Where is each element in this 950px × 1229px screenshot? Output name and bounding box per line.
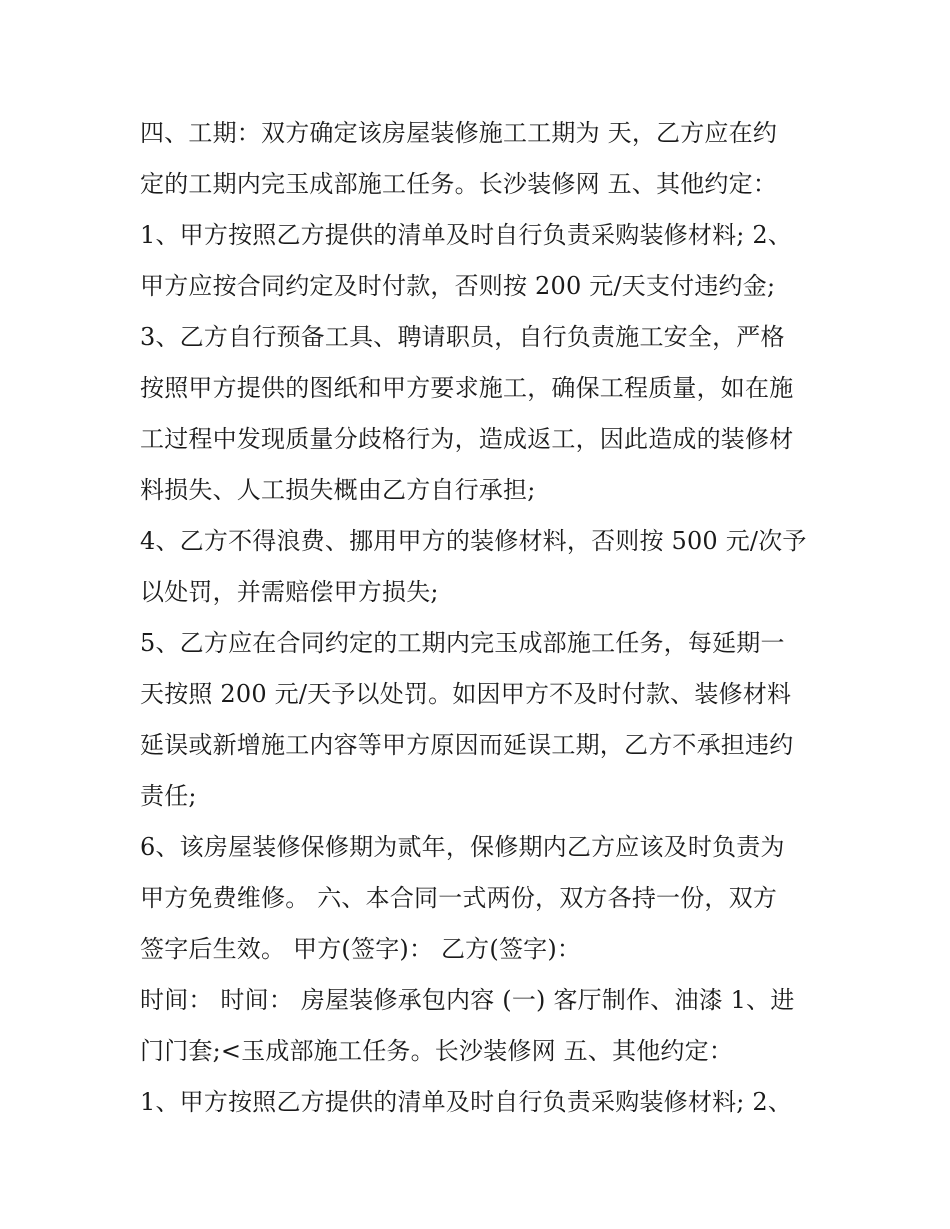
text-line-5: 3、乙方自行预备工具、聘请职员，自行负责施工安全，严格 (140, 323, 785, 351)
text-line-16: 甲方免费维修。 六、本合同一式两份，双方各持一份，双方 (140, 884, 778, 912)
text-line-13: 延误或新增施工内容等甲方原因而延误工期，乙方不承担违约 (140, 731, 794, 759)
text-line-10: 以处罚，并需赔偿甲方损失; (140, 578, 439, 606)
document-body (140, 108, 820, 1128)
text-line-3: 1、甲方按照乙方提供的清单及时自行负责采购装修材料; 2、 (140, 221, 793, 249)
text-line-9: 4、乙方不得浪费、挪用甲方的装修材料，否则按 500 元/次予 (140, 527, 807, 555)
text-line-7: 工过程中发现质量分歧格行为，造成返工，因此造成的装修材 (140, 425, 794, 453)
text-line-15: 6、该房屋装修保修期为贰年，保修期内乙方应该及时负责为 (140, 833, 785, 861)
text-line-14: 责任; (140, 782, 197, 810)
text-line-2: 定的工期内完玉成部施工任务。长沙装修网 五、其他约定： (140, 170, 778, 198)
text-line-4: 甲方应按合同约定及时付款，否则按 200 元/天支付违约金; (140, 272, 776, 300)
text-line-8: 料损失、人工损失概由乙方自行承担; (140, 476, 536, 504)
text-line-17: 签字后生效。 甲方(签字)： 乙方(签字)： (140, 935, 582, 963)
text-line-12: 天按照 200 元/天予以处罚。如因甲方不及时付款、装修材料 (140, 680, 792, 708)
text-line-11: 5、乙方应在合同约定的工期内完玉成部施工任务，每延期一 (140, 629, 785, 657)
text-line-18: 时间： 时间： 房屋装修承包内容 (一) 客厅制作、油漆 1、进 (140, 986, 795, 1014)
text-line-19: 门门套;<玉成部施工任务。长沙装修网 五、其他约定： (140, 1037, 734, 1065)
text-line-20: 1、甲方按照乙方提供的清单及时自行负责采购装修材料; 2、 (140, 1088, 793, 1116)
text-line-6: 按照甲方提供的图纸和甲方要求施工，确保工程质量，如在施 (140, 374, 794, 402)
text-line-1: 四、工期：双方确定该房屋装修施工工期为 天，乙方应在约 (140, 119, 778, 147)
